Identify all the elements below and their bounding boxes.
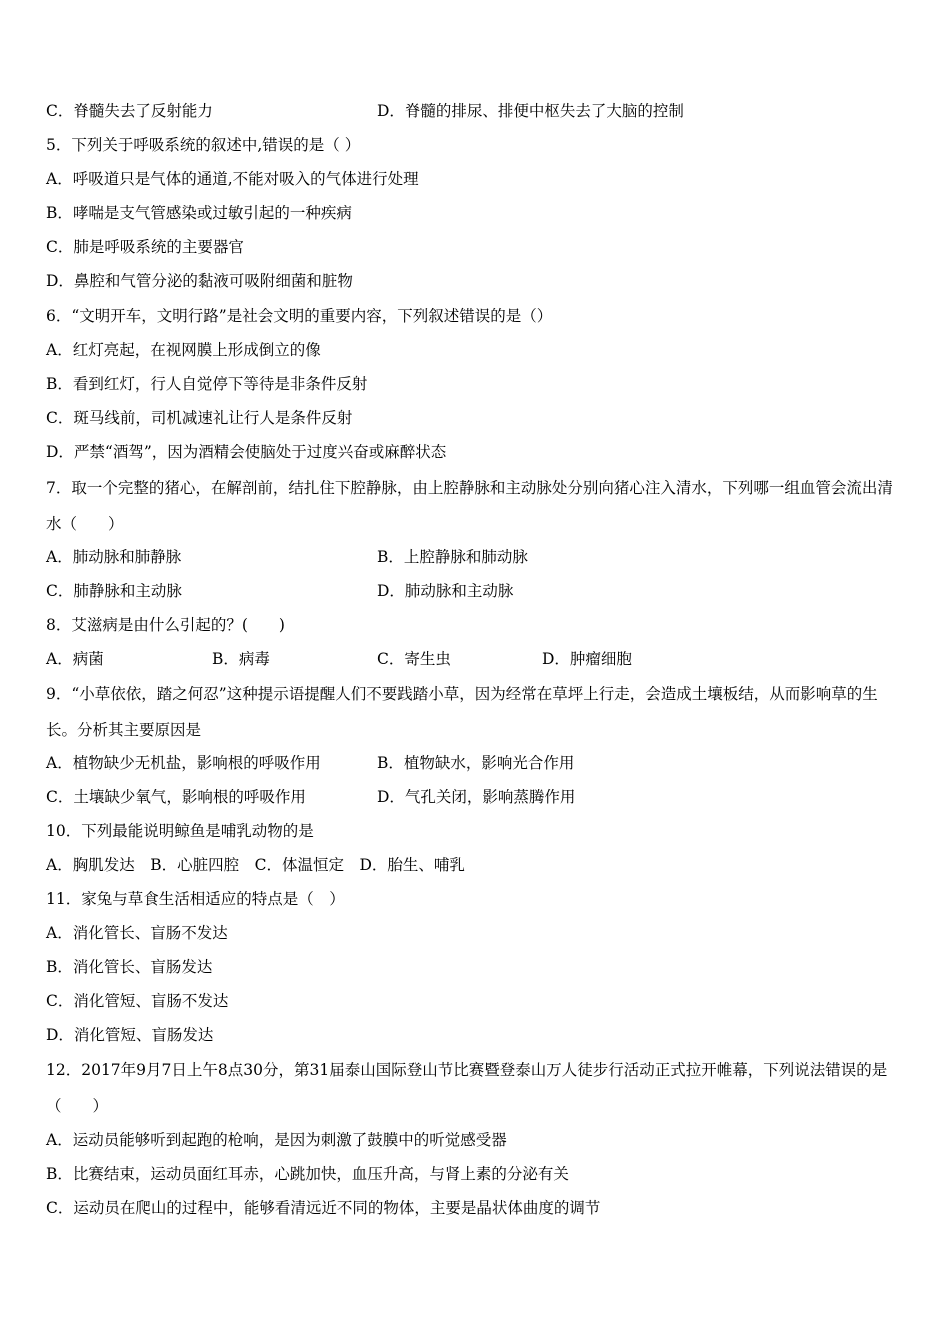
q11-option-d: D．消化管短、盲肠发达 xyxy=(46,1026,214,1044)
q12-option-c: C．运动员在爬山的过程中，能够看清远近不同的物体，主要是晶状体曲度的调节 xyxy=(46,1199,601,1217)
q9-stem: 9．“小草依依，踏之何忍”这种提示语提醒人们不要践踏小草，因为经常在草坪上行走，会造成土壤板结，从而影响草的生长。分析其主要原因是 xyxy=(46,685,878,739)
q11-stem: 11．家兔与草食生活相适应的特点是（ ） xyxy=(46,890,345,908)
q8-option-c: C．寄生虫 xyxy=(377,650,451,668)
q4-option-c: C．脊髓失去了反射能力 xyxy=(46,102,213,120)
q12-option-b: B．比赛结束，运动员面红耳赤，心跳加快，血压升高，与肾上素的分泌有关 xyxy=(46,1165,569,1183)
q10-options: A．胸肌发达 B．心脏四腔 C．体温恒定 D．胎生、哺乳 xyxy=(46,856,465,874)
q5-option-b: B．哮喘是支气管感染或过敏引起的一种疾病 xyxy=(46,204,352,222)
q12-stem: 12．2017年9月7日上午8点30分，第31届泰山国际登山节比赛暨登泰山万人徒步行活动正式拉开帷幕，下列说法错误的是（ ） xyxy=(46,1061,888,1115)
q12-option-a: A．运动员能够听到起跑的枪响，是因为刺激了鼓膜中的听觉感受器 xyxy=(46,1131,507,1149)
q8-option-a: A．病菌 xyxy=(46,650,104,668)
q7-option-b: B．上腔静脉和肺动脉 xyxy=(377,548,528,566)
q7-option-d: D．肺动脉和主动脉 xyxy=(377,582,514,600)
q4-option-d: D．脊髓的排尿、排便中枢失去了大脑的控制 xyxy=(377,102,684,120)
q9-option-d: D．气孔关闭，影响蒸腾作用 xyxy=(377,788,576,806)
q8-option-b: B．病毒 xyxy=(212,650,270,668)
q7-option-a: A．肺动脉和肺静脉 xyxy=(46,548,182,566)
q6-stem: 6．“文明开车，文明行路”是社会文明的重要内容，下列叙述错误的是（） xyxy=(46,307,553,325)
q5-option-a: A．呼吸道只是气体的通道,不能对吸入的气体进行处理 xyxy=(46,170,419,188)
q6-option-b: B．看到红灯，行人自觉停下等待是非条件反射 xyxy=(46,375,368,393)
q8-stem: 8．艾滋病是由什么引起的？( ) xyxy=(46,616,285,634)
q6-option-c: C．斑马线前，司机减速礼让行人是条件反射 xyxy=(46,409,353,427)
q5-stem: 5．下列关于呼吸系统的叙述中,错误的是（ ） xyxy=(46,136,361,154)
q7-option-c: C．肺静脉和主动脉 xyxy=(46,582,182,600)
q9-option-b: B．植物缺水，影响光合作用 xyxy=(377,754,575,772)
q10-stem: 10．下列最能说明鲸鱼是哺乳动物的是 xyxy=(46,822,314,840)
q6-option-a: A．红灯亮起，在视网膜上形成倒立的像 xyxy=(46,341,321,359)
q11-option-c: C．消化管短、盲肠不发达 xyxy=(46,992,229,1010)
q5-option-d: D．鼻腔和气管分泌的黏液可吸附细菌和脏物 xyxy=(46,272,353,290)
q9-option-a: A．植物缺少无机盐，影响根的呼吸作用 xyxy=(46,754,321,772)
q5-option-c: C．肺是呼吸系统的主要器官 xyxy=(46,238,244,256)
q11-option-b: B．消化管长、盲肠发达 xyxy=(46,958,213,976)
q11-option-a: A．消化管长、盲肠不发达 xyxy=(46,924,228,942)
q9-option-c: C．土壤缺少氧气，影响根的呼吸作用 xyxy=(46,788,306,806)
q8-option-d: D．肿瘤细胞 xyxy=(542,650,632,668)
q6-option-d: D．严禁“酒驾”，因为酒精会使脑处于过度兴奋或麻醉状态 xyxy=(46,443,447,461)
q7-stem: 7．取一个完整的猪心，在解剖前，结扎住下腔静脉，由上腔静脉和主动脉处分别向猪心注入清水，下列哪一组血管会流出清水（ ） xyxy=(46,479,893,533)
